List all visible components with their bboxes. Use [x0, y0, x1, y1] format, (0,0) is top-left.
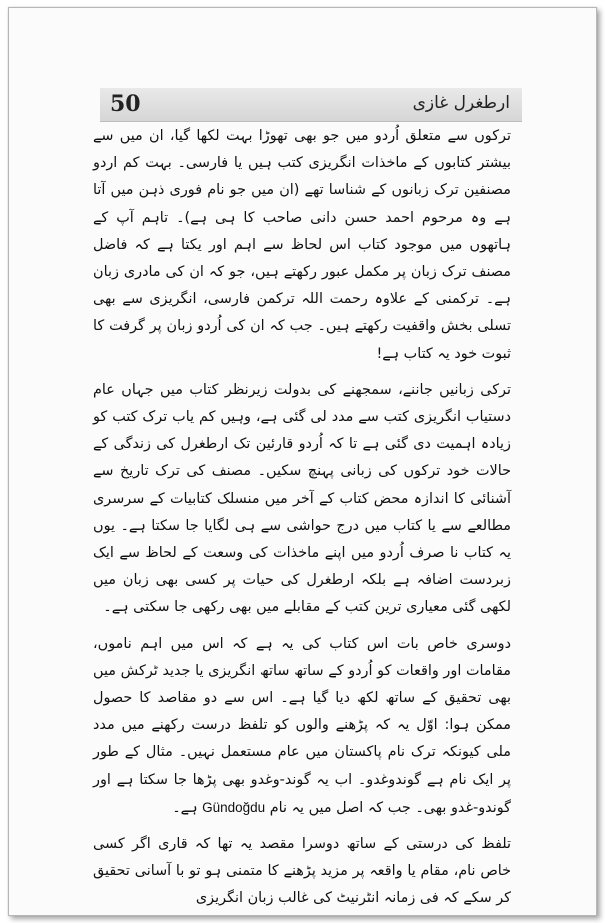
text-body — [93, 123, 511, 922]
page-number: 50 — [110, 91, 141, 117]
book-title: ارطغرل غازی — [412, 93, 510, 113]
paragraph-3 — [93, 631, 511, 822]
page-header — [100, 88, 522, 122]
paragraph-4: تلفظ کی درستی کے ساتھ دوسرا مقصد یہ تھا کہ قاری اگر کسی خاص نام، مقام یا واقعہ پر مزید پڑھنے کا متمنی ہو تو با آسانی تحقیق کر سکے کہ فی زمانہ انٹرنیٹ کی غالب زبان انگریزی — [93, 836, 511, 907]
paragraph-1: ترکوں سے متعلق اُردو میں جو بھی تھوڑا بہت لکھا گیا، ان میں سے بیشتر کتابوں کے ماخذات انگریزی کتب ہیں یا فارسی۔ بہت کم اردو مصنفین ترک زبانوں کے شناسا تھے (ان میں جو نام فوری ذہن میں آتا ہے وہ مرحوم احمد حسن دانی صاحب کا ہی ہے)۔ تاہم آپ کے ہاتھوں میں موجود کتاب اس لحاظ سے اہم اور یکتا ہے کہ فاضل مصنف ترک زبان پر مکمل عبور رکھتے ہیں، جو کہ ان کی مادری زبان ہے۔ ترکمنی کے علاوہ رحمت اللہ ترکمن فارسی، انگریزی سے بھی تسلی بخش واقفیت رکھتے ہیں۔ جب کہ ان کی اُردو زبان پر گرفت کا ثبوت خود یہ کتاب ہے! — [93, 128, 511, 362]
paragraph-2: ترکی زبانیں جاننے، سمجھنے کی بدولت زیرنظر کتاب میں جہاں عام دستیاب انگریزی کتب سے مدد لی گئی ہے، وہیں کم یاب ترک کتب کو زیادہ اہمیت دی گئی ہے تا کہ اُردو قارئین تک ارطغرل کی زندگی کے حالات خود ترکوں کی زبانی پہنچ سکیں۔ مصنف کی ترک تاریخ سے آشنائی کا اندازہ محض کتاب کے آخر میں منسلک کتابیات کے سرسری مطالعے سے یا کتاب میں درج حواشی سے ہی لگایا جا سکتا ہے۔ یوں یہ کتاب نا صرف اُردو میں اپنے ماخذات کی وسعت کے لحاظ سے ایک زبردست اضافہ ہے بلکہ ارطغرل کی حیات پر کسی بھی زبان میں لکھی گئی معیاری ترین کتب کے مقابلے میں بھی رکھی جا سکتی ہے۔ — [93, 381, 511, 616]
paragraph-3-text: دوسری خاص بات اس کتاب کی یہ ہے کہ اس میں اہم ناموں، مقامات اور واقعات کو اُردو کے ساتھ ساتھ انگریزی یا جدید ٹرکش میں بھی تحقیق کے ساتھ لکھ دیا گیا ہے۔ اس سے دو مقاصد کا حصول ممکن ہوا: اوّل یہ کہ پڑھنے والوں کو تلفظ درست رکھنے میں مدد ملی کیونکہ ترک نام پاکستان میں عام مستعمل نہیں۔ مثال کے طور پر ایک نام ہے گوندوغدو۔ اب یہ گوند-وغدو بھی پڑھا جا سکتا ہے اور گوندو-غدو بھی۔ جب کہ اصل میں یہ نام — [93, 635, 511, 816]
paragraph-3-suffix: ہے۔ — [172, 799, 203, 816]
latin-name-term: Gündoğdu — [202, 799, 266, 815]
